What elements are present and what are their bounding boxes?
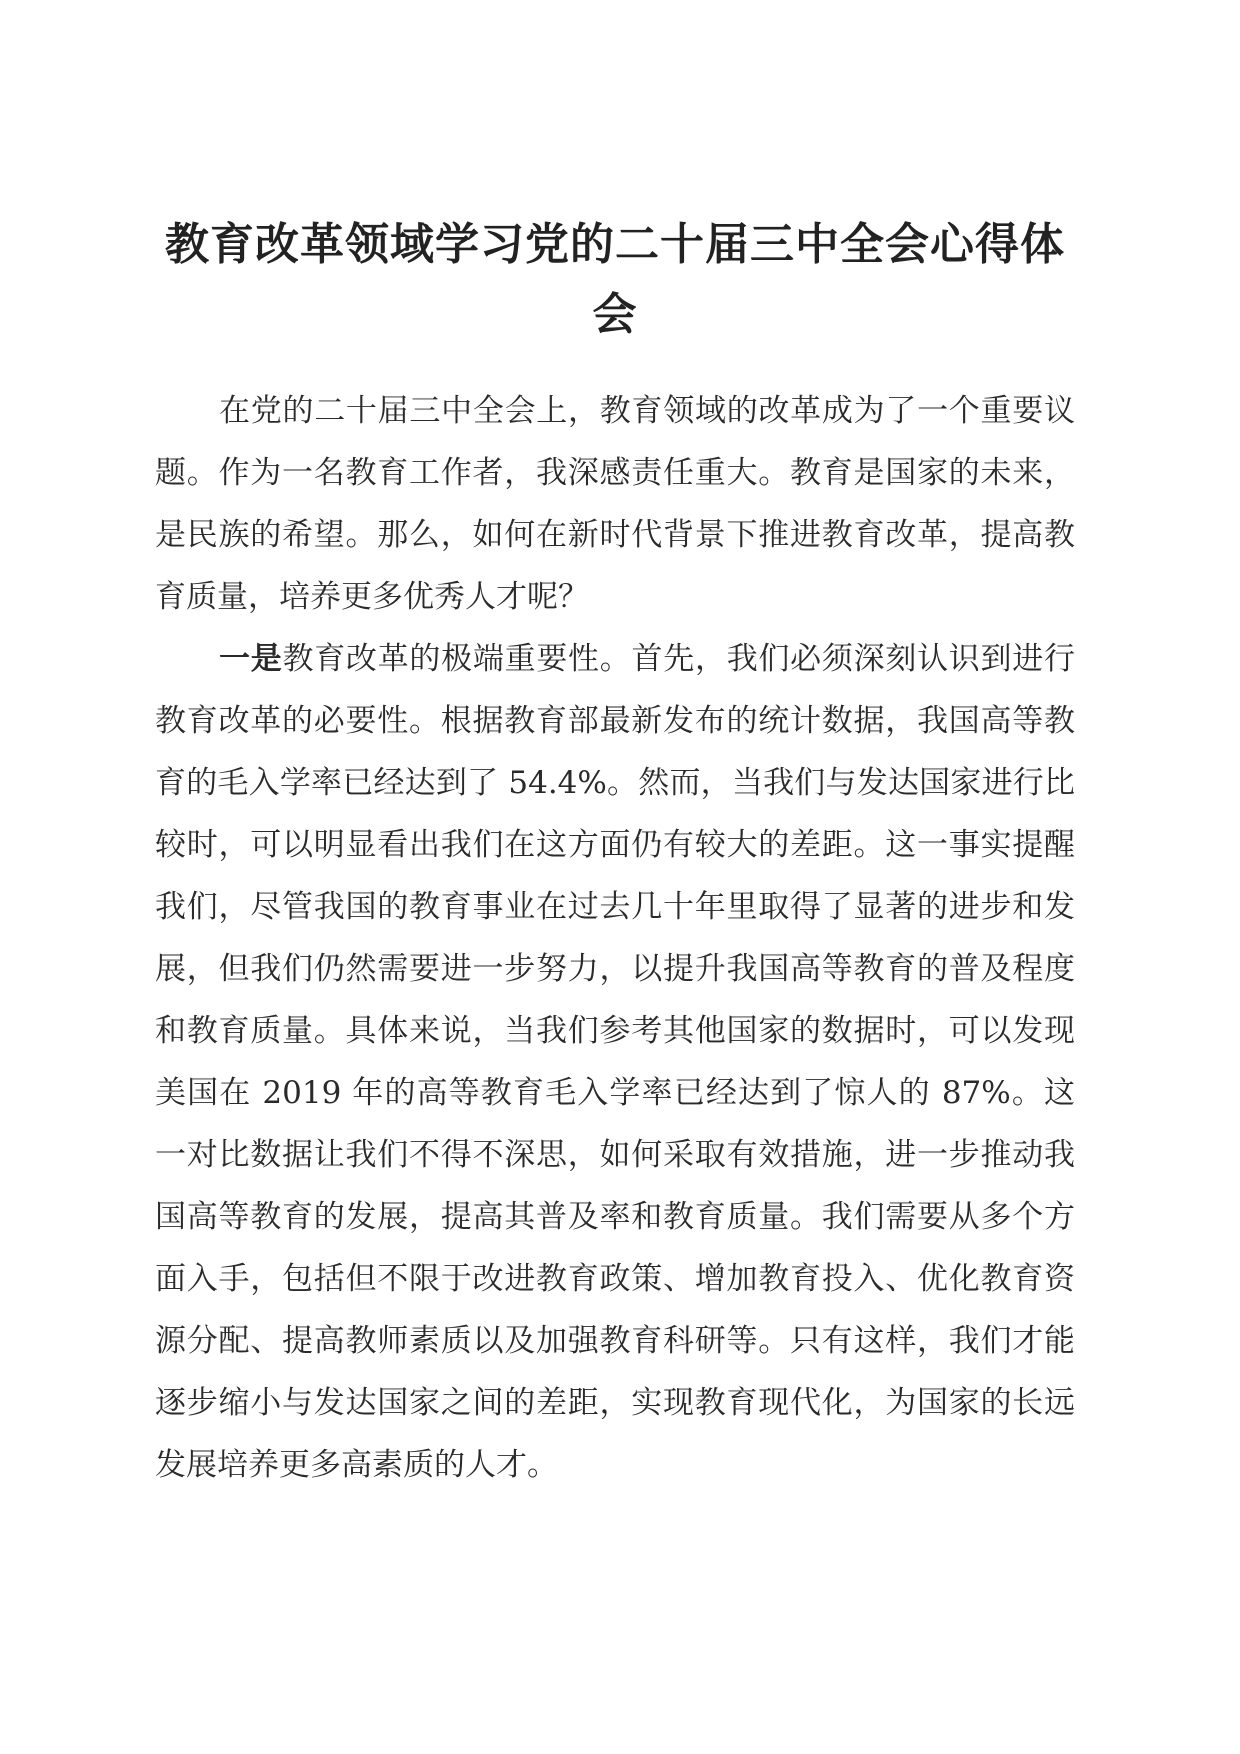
paragraph-text: 教育改革的极端重要性。首先，我们必须深刻认识到进行教育改革的必要性。根据教育部最新发布的统计数据，我国高等教育的毛入学率已经达到了 54.4%。然而，当我们与发达国家进行比较时，可以明显看出我们在这方面仍有较大的差距。这一事实提醒我们，尽管我国的教育事业在过去几十年里取得了显著的进步和发展，但我们仍然需要进一步努力，以提升我国高等教育的普及程度和教育质量。具体来说，当我们参考其他国家的数据时，可以发现美国在 2019 年的高等教育毛入学率已经达到了惊人的 87%。这一对比数据让我们不得不深思，如何采取有效措施，进一步推动我国高等教育的发展，提高其普及率和教育质量。我们需要从多个方面入手，包括但不限于改进教育政策、增加教育投入、优化教育资源分配、提高教师素质以及加强教育科研等。只有这样，我们才能逐步缩小与发达国家之间的差距，实现教育现代化，为国家的长远发展培养更多高素质的人才。 [155, 641, 1076, 1483]
document-title: 教育改革领域学习党的二十届三中全会心得体会 [165, 219, 1065, 340]
paragraph-point-one [155, 628, 1075, 1496]
document-body [155, 380, 1075, 1496]
paragraph-lead: 一是 [219, 641, 283, 677]
paragraph-text: 在党的二十届三中全会上，教育领域的改革成为了一个重要议题。作为一名教育工作者，我深感责任重大。教育是国家的未来，是民族的希望。那么，如何在新时代背景下推进教育改革，提高教育质量，培养更多优秀人才呢？ [155, 393, 1075, 615]
paragraph-intro [155, 380, 1075, 628]
